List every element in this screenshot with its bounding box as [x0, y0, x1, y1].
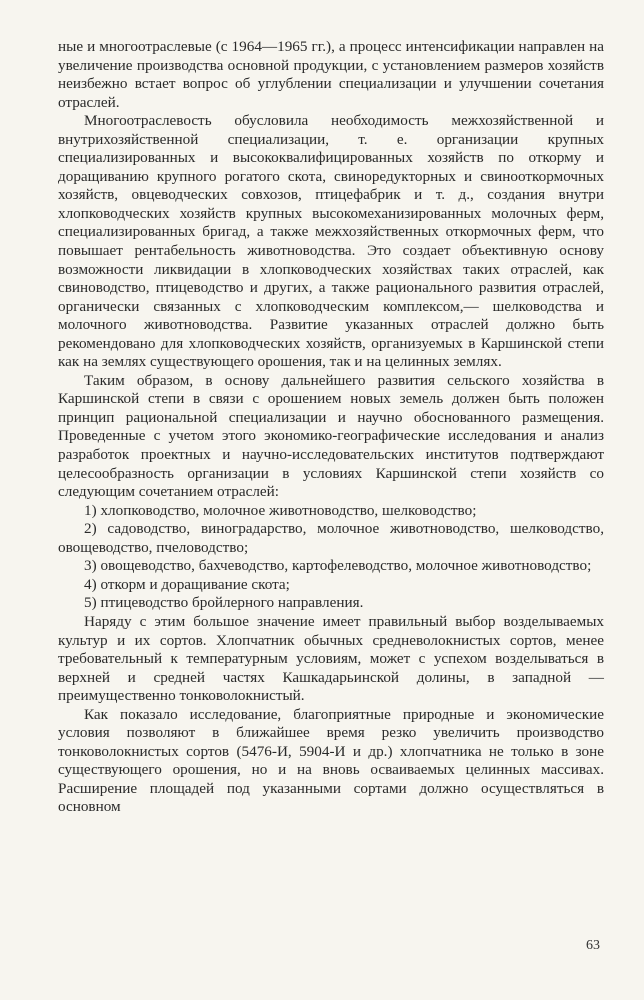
- list-item-3: 3) овощеводство, бахчеводство, картофелеводство, молочное животноводство;: [84, 557, 592, 575]
- list-item-1: 1) хлопководство, молочное животноводство, шелководство;: [84, 501, 477, 519]
- paragraph-3: Таким образом, в основу дальнейшего развития сельского хозяйства в Каршинской степи в связи с орошением новых земель должен быть положен принцип рациональной специализации и научно обоснованного размещения. Проведенные с учетом этого экономико-географические исследования и анализ разработок проектных и научно-исследовательских институтов подтверждают целесообразность организации в условиях Каршинской степи хозяйств со следующим сочетанием отраслей:: [58, 371, 604, 501]
- body-text: [58, 38, 604, 817]
- paragraph-1: ные и многоотраслевые (с 1964—1965 гг.), а процесс интенсификации направлен на увеличение производства основной продукции, с установлением размеров хозяйств неизбежно встает вопрос об углублении специализации и улучшении сочетания отраслей.: [58, 38, 604, 111]
- list-item-5: 5) птицеводство бройлерного направления.: [84, 594, 364, 612]
- paragraph-5: Как показало исследование, благоприятные природные и экономические условия позволяют в ближайшее время резко увеличить производство тонковолокнистых сортов (5476-И, 5904-И и др.) хлопчатника не только в зоне существующего орошения, но и на вновь осваиваемых целинных массивах. Расширение площадей под указанными сортами должно осуществляться в основном: [58, 705, 604, 816]
- paragraph-2: Многоотраслевость обусловила необходимость межхозяйственной и внутрихозяйственной специализации, т. е. организации крупных специализированных и высококвалифицированных хозяйств по откорму и доращиванию крупного рогатого скота, свиноредукторных и свинооткормочных хозяйств, овцеводческих совхозов, птицефабрик и т. д., создания внутри хлопководческих хозяйств крупных высокомеханизированных молочных ферм, специализированных бригад, а также межхозяйственных откормочных ферм, что повышает рентабельность животноводства. Это создает объективную основу возможности ликвидации в хлопководческих хозяйствах таких отраслей, как свиноводство, птицеводство и других, а также рационального развития отраслей, органически связанных с хлопководческим комплексом,— шелководства и молочного животноводства. Развитие указанных отраслей должно быть рекомендовано для хлопководческих хозяйств, организуемых в Каршинской степи как на землях существующего орошения, так и на целинных землях.: [58, 112, 604, 371]
- page-number: 63: [586, 938, 600, 953]
- paragraph-4: Наряду с этим большое значение имеет правильный выбор возделываемых культур и их сортов. Хлопчатник обычных средневолокнистых сортов, менее требовательный к температурным условиям, может с успехом возделываться в верхней и средней частях Кашкадарьинской долины, в западной — преимущественно тонковолокнистый.: [58, 612, 604, 705]
- list-item-2: 2) садоводство, виноградарство, молочное животноводство, шелководство, овощеводство, пчеловодство;: [58, 520, 604, 556]
- list-item-4: 4) откорм и доращивание скота;: [84, 575, 290, 593]
